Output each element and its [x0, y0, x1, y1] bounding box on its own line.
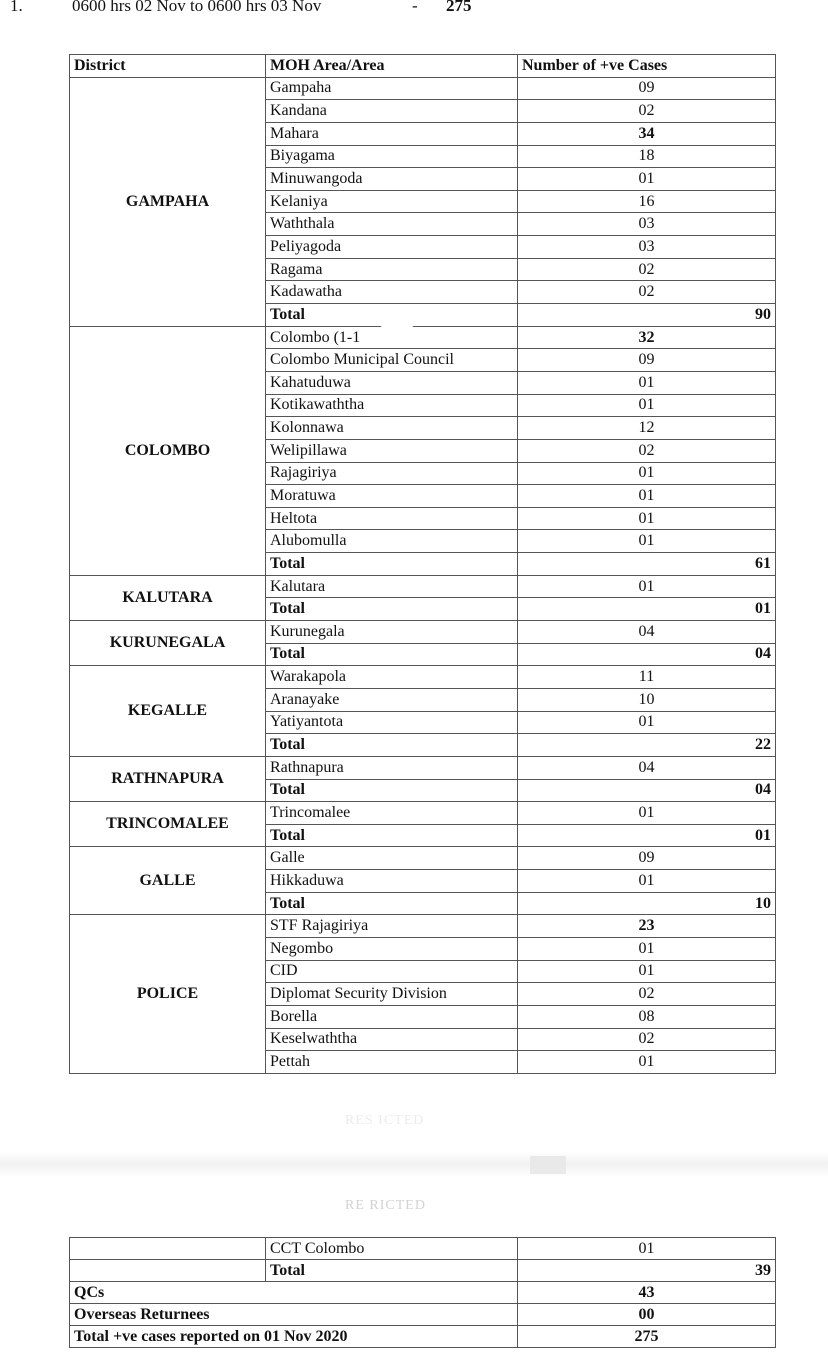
area-cell: Minuwangoda: [266, 168, 518, 191]
total-label: Total: [266, 779, 518, 802]
case-count-cell: 10: [518, 688, 776, 711]
summary-label: Overseas Returnees: [70, 1304, 518, 1326]
area-cell: Aranayake: [266, 688, 518, 711]
district-cell: [70, 1238, 266, 1260]
area-cell: Rathnapura: [266, 756, 518, 779]
table-row: [70, 666, 776, 689]
summary-label: Total +ve cases reported on 01 Nov 2020: [70, 1326, 518, 1348]
case-count-cell: 02: [518, 100, 776, 123]
case-count-cell: 01: [518, 937, 776, 960]
district-total-value: 01: [518, 824, 776, 847]
case-count-cell: 01: [518, 1238, 776, 1260]
area-cell: Trincomalee: [266, 802, 518, 825]
case-count-cell: 01: [518, 507, 776, 530]
area-cell: Warakapola: [266, 666, 518, 689]
table-header-row: [70, 55, 776, 78]
case-count-cell: 11: [518, 666, 776, 689]
district-cases-table: [69, 54, 776, 1074]
area-cell: Hikkaduwa: [266, 870, 518, 893]
continuation-table: [69, 1237, 776, 1348]
area-cell: Heltota: [266, 507, 518, 530]
smudge-mark: [380, 324, 414, 346]
column-header-case-count: Number of +ve Cases: [518, 55, 776, 78]
header-dash: -: [412, 0, 418, 15]
area-cell: Negombo: [266, 937, 518, 960]
case-count-cell: 01: [518, 960, 776, 983]
page-fold-spot: [530, 1156, 566, 1174]
district-name-cell: RATHNAPURA: [70, 756, 266, 801]
case-count-cell: 01: [518, 575, 776, 598]
area-cell: Gampaha: [266, 77, 518, 100]
area-cell: STF Rajagiriya: [266, 915, 518, 938]
case-count-cell: 03: [518, 213, 776, 236]
column-header-moh-area: MOH Area/Area: [266, 55, 518, 78]
summary-row: [70, 1304, 776, 1326]
district-name-cell: KALUTARA: [70, 575, 266, 620]
area-cell: Colombo Municipal Council: [266, 349, 518, 372]
table-row: [70, 756, 776, 779]
case-count-cell: 01: [518, 168, 776, 191]
case-count-cell: 04: [518, 756, 776, 779]
table-row: [70, 621, 776, 644]
district-total-value: 61: [518, 553, 776, 576]
district-total-value: 01: [518, 598, 776, 621]
table-row: [70, 77, 776, 100]
area-cell: Biyagama: [266, 145, 518, 168]
case-count-cell: 01: [518, 870, 776, 893]
area-cell: Welipillawa: [266, 439, 518, 462]
area-cell: Kelaniya: [266, 190, 518, 213]
district-name-cell: KEGALLE: [70, 666, 266, 757]
case-count-cell: 01: [518, 462, 776, 485]
summary-value: 275: [518, 1326, 776, 1348]
case-count-cell: 18: [518, 145, 776, 168]
case-count-cell: 09: [518, 77, 776, 100]
area-cell: Colombo (1-1: [266, 326, 518, 349]
total-label: Total: [266, 892, 518, 915]
page-fold: [0, 1152, 828, 1178]
area-cell: Kolonnawa: [266, 417, 518, 440]
total-label: Total: [266, 1260, 518, 1282]
case-count-cell: 23: [518, 915, 776, 938]
case-count-cell: 16: [518, 190, 776, 213]
area-cell: Keselwaththa: [266, 1028, 518, 1051]
case-count-cell: 03: [518, 236, 776, 259]
total-label: Total: [266, 734, 518, 757]
case-count-cell: 09: [518, 847, 776, 870]
restricted-watermark: RES ICTED: [345, 1113, 425, 1128]
district-name-cell: COLOMBO: [70, 326, 266, 575]
area-cell: Rajagiriya: [266, 462, 518, 485]
table-row: [70, 915, 776, 938]
table-row: [70, 847, 776, 870]
district-total-value: 22: [518, 734, 776, 757]
column-header-district: District: [70, 55, 266, 78]
area-cell: Borella: [266, 1005, 518, 1028]
case-count-cell: 12: [518, 417, 776, 440]
area-cell: Diplomat Security Division: [266, 983, 518, 1006]
area-cell: Pettah: [266, 1051, 518, 1074]
report-period: 0600 hrs 02 Nov to 0600 hrs 03 Nov: [72, 0, 322, 15]
total-label: Total: [266, 824, 518, 847]
district-total-value: 04: [518, 643, 776, 666]
case-count-cell: 02: [518, 439, 776, 462]
case-count-cell: 02: [518, 258, 776, 281]
district-total-value: 04: [518, 779, 776, 802]
area-cell: Kadawatha: [266, 281, 518, 304]
case-count-cell: 01: [518, 802, 776, 825]
summary-value: 43: [518, 1282, 776, 1304]
table-row: [70, 326, 776, 349]
case-count-cell: 02: [518, 983, 776, 1006]
district-name-cell: GALLE: [70, 847, 266, 915]
item-number: 1.: [10, 0, 23, 15]
summary-value: 00: [518, 1304, 776, 1326]
total-label: Total: [266, 553, 518, 576]
case-count-cell: 32: [518, 326, 776, 349]
area-cell: CCT Colombo: [266, 1238, 518, 1260]
total-label: Total: [266, 304, 518, 327]
area-cell: Waththala: [266, 213, 518, 236]
area-cell: Alubomulla: [266, 530, 518, 553]
district-name-cell: TRINCOMALEE: [70, 802, 266, 847]
summary-row: [70, 1326, 776, 1348]
area-cell: Kandana: [266, 100, 518, 123]
district-total-value: 39: [518, 1260, 776, 1282]
summary-label: QCs: [70, 1282, 518, 1304]
district-name-cell: POLICE: [70, 915, 266, 1073]
case-count-cell: 08: [518, 1005, 776, 1028]
case-count-cell: 02: [518, 281, 776, 304]
area-cell: Galle: [266, 847, 518, 870]
case-count-cell: 01: [518, 485, 776, 508]
table-row: [70, 1238, 776, 1260]
area-cell: Moratuwa: [266, 485, 518, 508]
restricted-watermark: RE RICTED: [345, 1198, 426, 1213]
area-cell: Kahatuduwa: [266, 371, 518, 394]
total-label: Total: [266, 643, 518, 666]
district-name-cell: KURUNEGALA: [70, 621, 266, 666]
case-count-cell: 04: [518, 621, 776, 644]
case-count-cell: 01: [518, 394, 776, 417]
area-cell: Yatiyantota: [266, 711, 518, 734]
table-row: [70, 802, 776, 825]
district-cell: [70, 1260, 266, 1282]
area-cell: Mahara: [266, 122, 518, 145]
summary-row: [70, 1282, 776, 1304]
area-cell: CID: [266, 960, 518, 983]
header-total: 275: [446, 0, 472, 15]
total-label: Total: [266, 598, 518, 621]
area-cell: Kalutara: [266, 575, 518, 598]
case-count-cell: 09: [518, 349, 776, 372]
case-count-cell: 01: [518, 711, 776, 734]
area-cell: Ragama: [266, 258, 518, 281]
case-count-cell: 01: [518, 530, 776, 553]
case-count-cell: 02: [518, 1028, 776, 1051]
total-row: [70, 1260, 776, 1282]
area-cell: Kotikawaththa: [266, 394, 518, 417]
table-row: [70, 575, 776, 598]
area-cell: Kurunegala: [266, 621, 518, 644]
case-count-cell: 01: [518, 371, 776, 394]
area-cell: Peliyagoda: [266, 236, 518, 259]
case-count-cell: 01: [518, 1051, 776, 1074]
district-total-value: 10: [518, 892, 776, 915]
case-count-cell: 34: [518, 122, 776, 145]
district-name-cell: GAMPAHA: [70, 77, 266, 326]
district-total-value: 90: [518, 304, 776, 327]
